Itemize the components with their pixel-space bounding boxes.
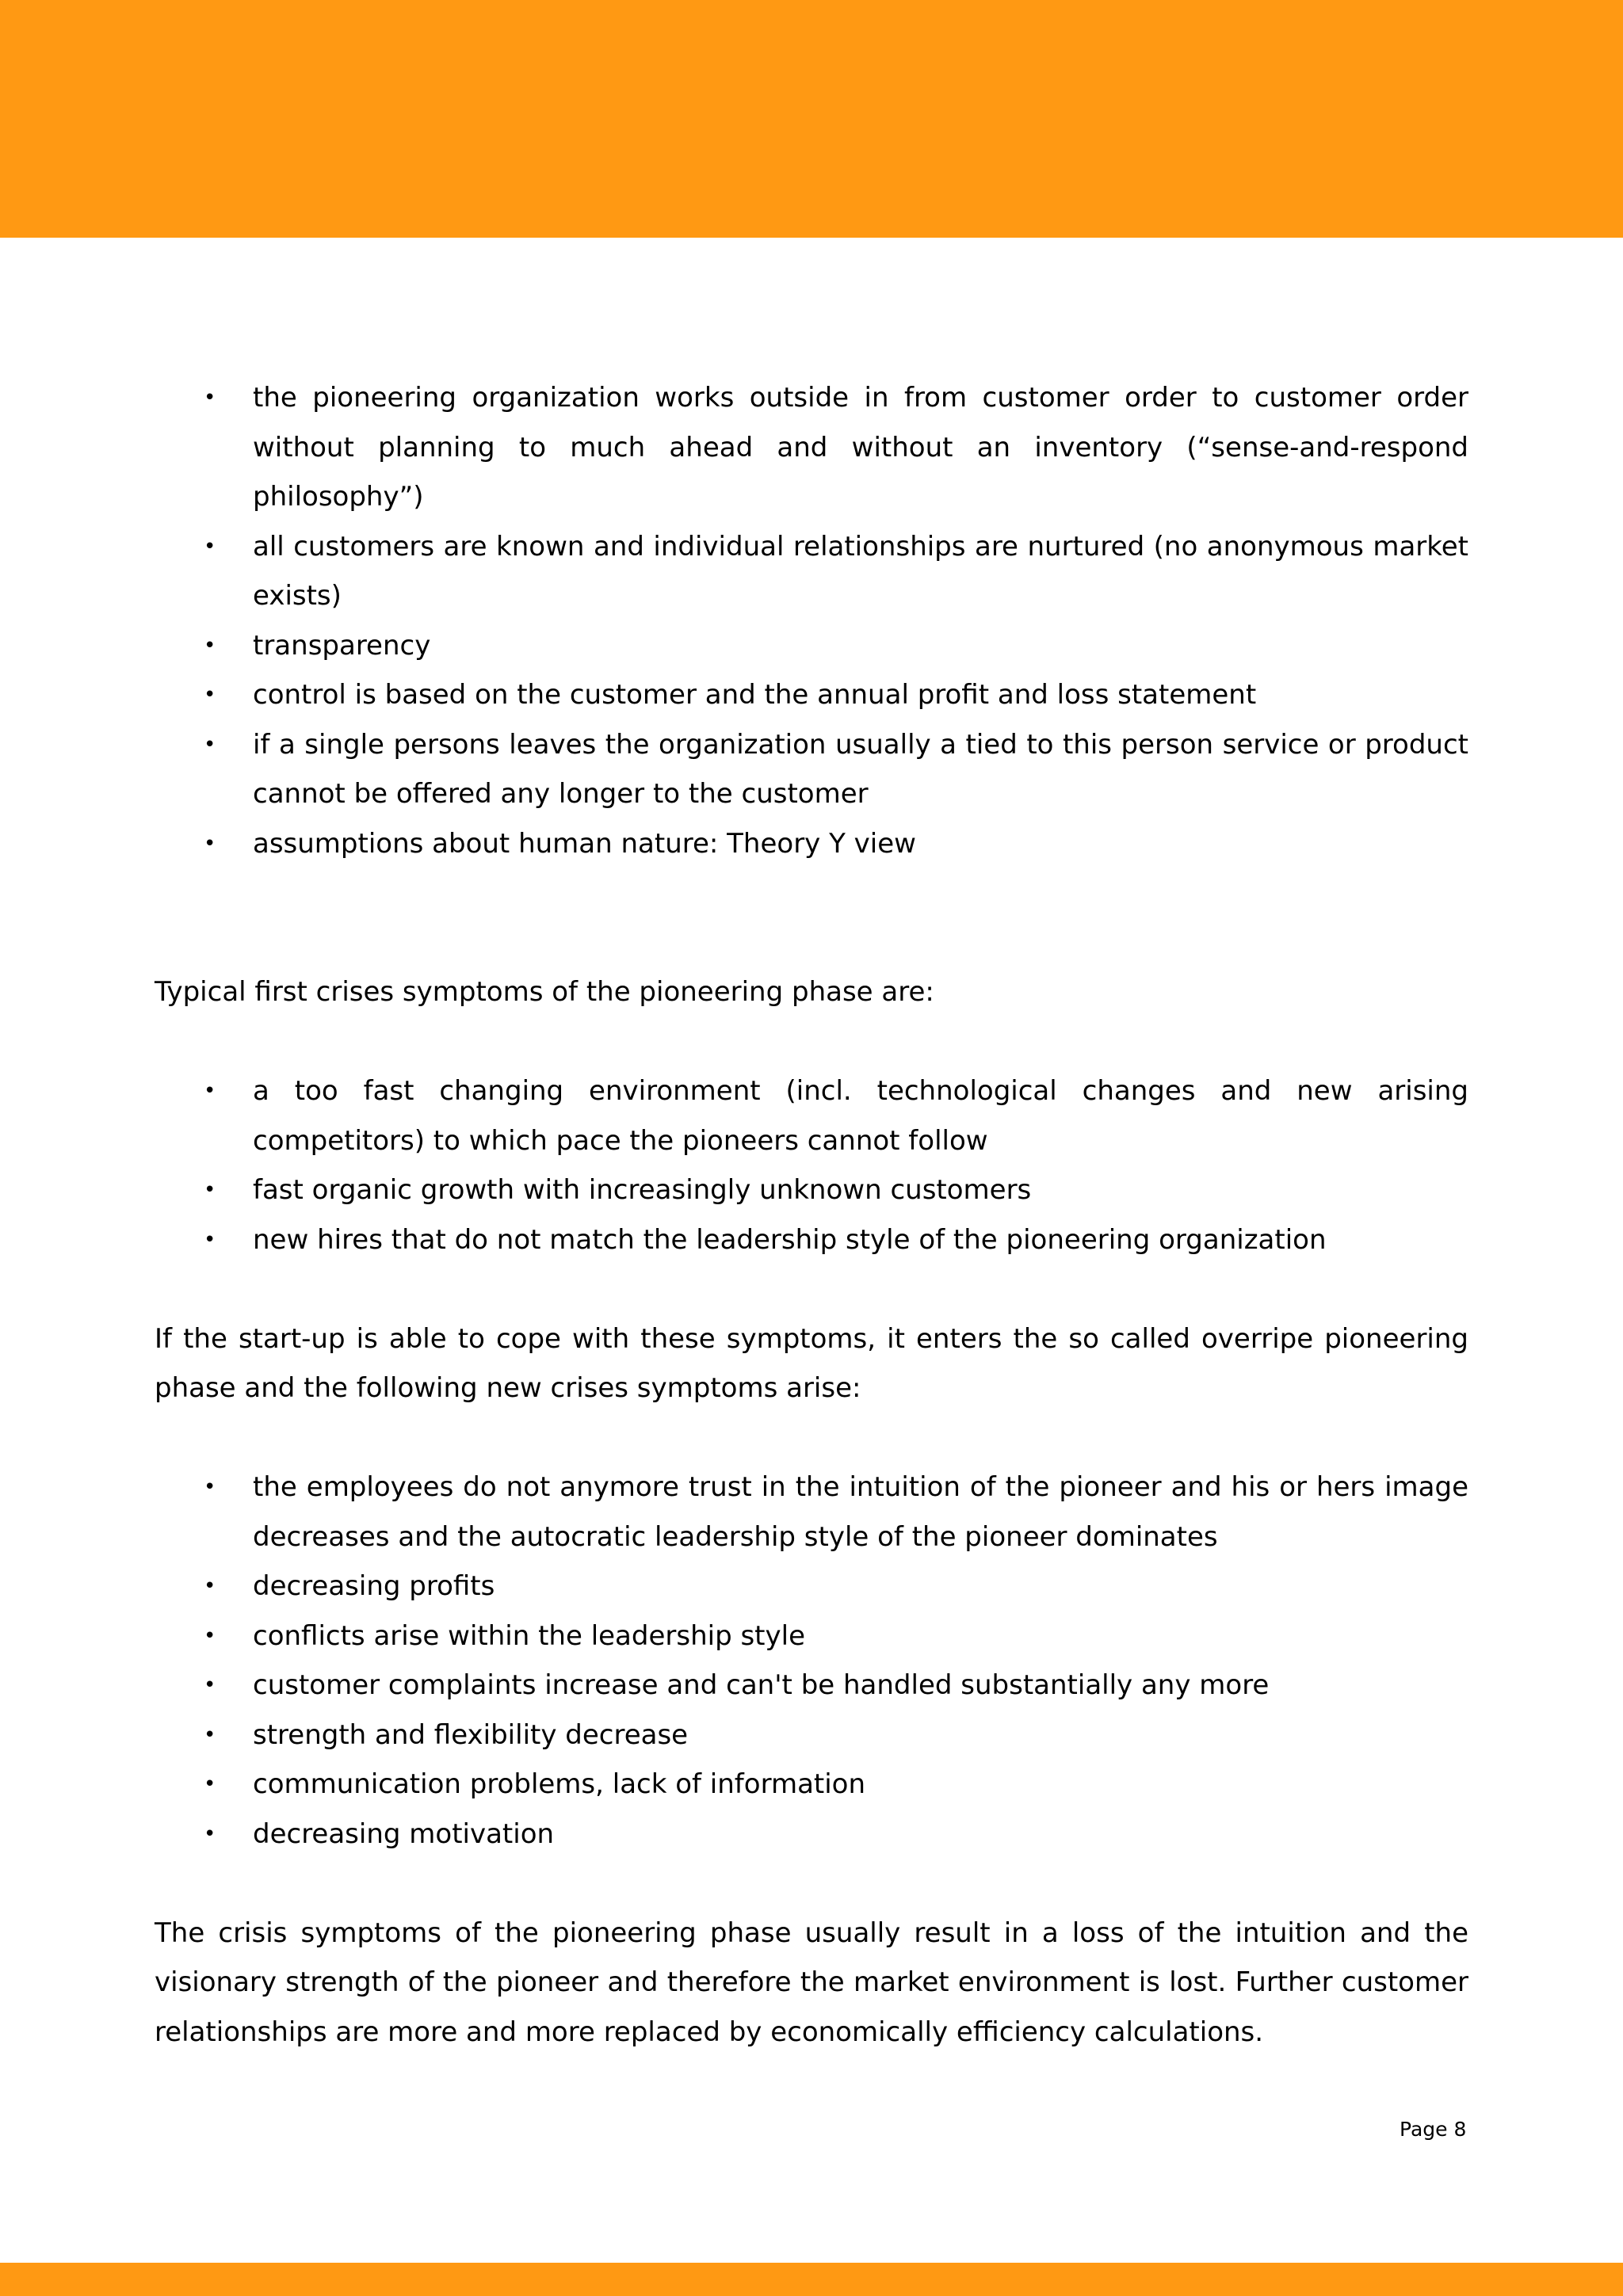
first-crises-intro: Typical first crises symptoms of the pioneering phase are: <box>155 976 934 1008</box>
list-item-text: if a single persons leaves the organization usually a tied to this person service or product cannot be offered any longer to the customer <box>253 728 1468 810</box>
overripe-crises-list <box>155 1463 1468 1859</box>
list-item <box>155 621 1468 671</box>
list-item-text: communication problems, lack of information <box>253 1768 866 1800</box>
list-item <box>155 670 1468 720</box>
list-item <box>155 1165 1468 1215</box>
list-item <box>155 819 1468 869</box>
bullet-icon: • <box>204 534 216 559</box>
overripe-phase-intro: If the start-up is able to cope with these symptoms, it enters the so called overripe pioneering phase and the following new crises symptoms arise: <box>155 1322 1468 1404</box>
list-item <box>155 1066 1468 1165</box>
list-item-text: the employees do not anymore trust in the intuition of the pioneer and his or hers image decreases and the autocratic leadership style of the pioneer dominates <box>253 1471 1468 1553</box>
bullet-icon: • <box>204 732 216 757</box>
list-item <box>155 1810 1468 1859</box>
list-item-text: a too fast changing environment (incl. technological changes and new arising competitors) to which pace the pioneers cannot follow <box>253 1075 1468 1157</box>
bullet-icon: • <box>204 1673 216 1697</box>
list-item-text: assumptions about human nature: Theory Y view <box>253 827 916 860</box>
bullet-icon: • <box>204 1475 216 1499</box>
list-item <box>155 522 1468 621</box>
list-item <box>155 720 1468 819</box>
bullet-icon: • <box>204 1227 216 1252</box>
first-crises-list <box>155 1066 1468 1264</box>
list-item-text: new hires that do not match the leadership style of the pioneering organization <box>253 1223 1327 1256</box>
bullet-icon: • <box>204 1772 216 1796</box>
bullet-icon: • <box>204 1079 216 1103</box>
bullet-icon: • <box>204 1821 216 1846</box>
list-item-text: fast organic growth with increasingly unknown customers <box>253 1174 1032 1206</box>
list-item <box>155 1562 1468 1611</box>
list-item-text: decreasing motivation <box>253 1817 555 1850</box>
list-item-text: transparency <box>253 629 431 662</box>
list-item-text: decreasing profits <box>253 1570 495 1602</box>
bullet-icon: • <box>204 831 216 856</box>
bullet-icon: • <box>204 1623 216 1648</box>
list-item <box>155 1611 1468 1661</box>
document-body <box>155 373 1468 2057</box>
bullet-icon: • <box>204 1574 216 1598</box>
list-item-text: conflicts arise within the leadership style <box>253 1619 805 1652</box>
list-item-text: all customers are known and individual relationships are nurtured (no anonymous market exists) <box>253 530 1468 612</box>
list-item <box>155 373 1468 522</box>
header-band <box>0 0 1623 238</box>
list-item-text: the pioneering organization works outside in from customer order to customer order without planning to much ahead and without an inventory (“sense-and-respond philosophy”) <box>253 382 1468 513</box>
list-item-text: control is based on the customer and the annual profit and loss statement <box>253 679 1257 711</box>
page-number: Page 8 <box>1400 2118 1467 2141</box>
bullet-icon: • <box>204 633 216 658</box>
bullet-icon: • <box>204 386 216 410</box>
bullet-icon: • <box>204 1178 216 1202</box>
list-item <box>155 1463 1468 1562</box>
list-item-text: strength and flexibility decrease <box>253 1718 689 1751</box>
list-item <box>155 1711 1468 1760</box>
bullet-icon: • <box>204 683 216 707</box>
footer-band <box>0 2263 1623 2296</box>
crisis-conclusion-paragraph: The crisis symptoms of the pioneering phase usually result in a loss of the intuition and the visionary strength of the pioneer and therefore the market environment is lost. Further customer relationships are more and more replaced by economically efficiency calculations. <box>155 1917 1468 2048</box>
list-item <box>155 1760 1468 1810</box>
list-item-text: customer complaints increase and can't be handled substantially any more <box>253 1669 1270 1701</box>
bullet-icon: • <box>204 1722 216 1747</box>
list-item <box>155 1661 1468 1711</box>
list-item <box>155 1215 1468 1265</box>
pioneer-characteristics-list <box>155 373 1468 868</box>
